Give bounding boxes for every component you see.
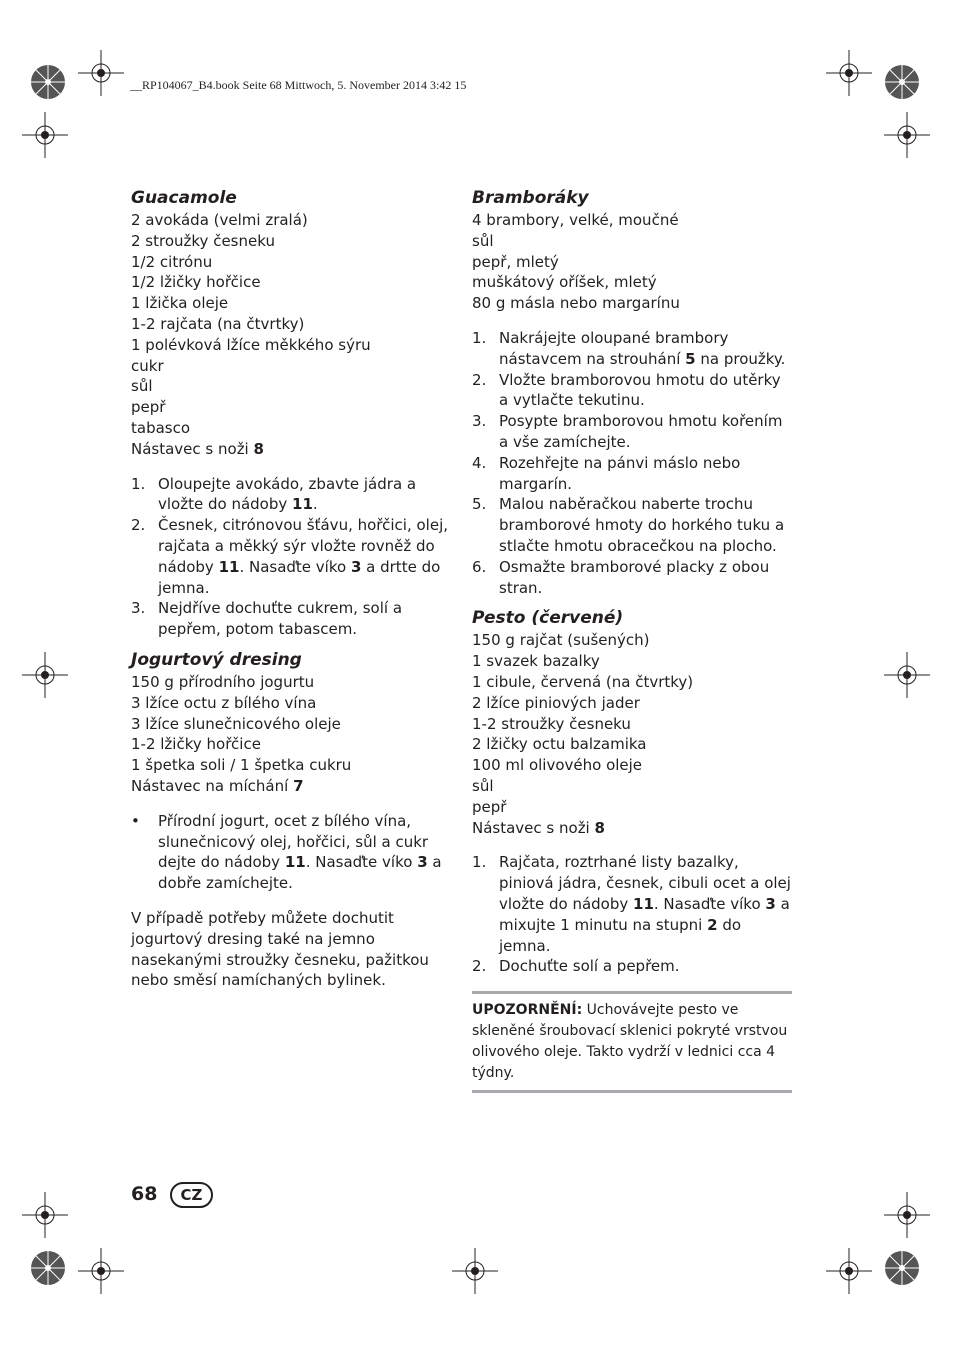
color-target-icon bbox=[30, 64, 66, 100]
registration-mark-icon bbox=[826, 1248, 872, 1294]
registration-mark-icon bbox=[78, 50, 124, 96]
step-text: Osmažte bramborové placky z obou stran. bbox=[499, 557, 770, 597]
color-target-icon bbox=[30, 1250, 66, 1286]
page-number: 68 bbox=[131, 1183, 158, 1205]
steps-bramboraky bbox=[472, 328, 794, 598]
registration-mark-icon bbox=[826, 50, 872, 96]
ingredient-item: 1/2 citrónu bbox=[131, 252, 213, 271]
step-number: 1. bbox=[131, 474, 146, 493]
step-text: Česnek, citrónovou šťávu, hořčici, olej, rajčata a měkký sýr vložte rovněž do nádoby 11. Nasaďte víko 3 a drtte do jemna. bbox=[158, 516, 449, 597]
ingredient-item: 3 lžíce slunečnicového oleje bbox=[131, 714, 341, 733]
step-number: 4. bbox=[472, 453, 487, 472]
ingredient-item: pepř bbox=[131, 398, 166, 417]
ingredient-item: 3 lžíce octu z bílého vína bbox=[131, 693, 317, 712]
ingredient-item: pepř, mletý bbox=[472, 252, 559, 271]
step-number: 6. bbox=[472, 557, 487, 576]
recipe-title-bramboraky: Bramboráky bbox=[472, 188, 589, 208]
step-text: Oloupejte avokádo, zbavte jádra a vložte do nádoby 11. bbox=[158, 474, 417, 514]
step-number: 1. bbox=[472, 853, 487, 872]
step-number: 3. bbox=[472, 412, 487, 431]
ingredient-item: 2 lžíce piniových jader bbox=[472, 693, 640, 712]
ingredient-item: tabasco bbox=[131, 418, 191, 437]
tool-line-dressing: Nástavec na míchání 7 bbox=[131, 776, 304, 795]
list-item bbox=[472, 956, 794, 977]
step-text: Dochuťte solí a pepřem. bbox=[499, 957, 680, 976]
list-item bbox=[131, 598, 451, 640]
ingredients-guacamole bbox=[131, 210, 451, 439]
ingredient-item: 2 avokáda (velmi zralá) bbox=[131, 211, 308, 229]
steps-dressing bbox=[131, 811, 451, 894]
book-header: __RP104067_B4.book Seite 68 Mittwoch, 5. November 2014 3:42 15 bbox=[130, 78, 467, 92]
color-target-icon bbox=[884, 1250, 920, 1286]
ingredients-pesto bbox=[472, 630, 794, 817]
bullet: • bbox=[131, 811, 140, 830]
right-column bbox=[472, 186, 794, 1093]
language-badge: CZ bbox=[170, 1182, 213, 1208]
steps-pesto bbox=[472, 852, 794, 977]
ingredient-item: 150 g přírodního jogurtu bbox=[131, 672, 315, 691]
warning-note bbox=[472, 991, 792, 1093]
left-column bbox=[131, 186, 451, 991]
recipe-title-guacamole: Guacamole bbox=[131, 188, 237, 208]
registration-mark-icon bbox=[884, 652, 930, 698]
ingredient-item: muškátový oříšek, mletý bbox=[472, 273, 657, 292]
ingredient-item: 150 g rajčat (sušených) bbox=[472, 631, 650, 650]
ingredient-item: sůl bbox=[472, 231, 494, 250]
list-item bbox=[472, 411, 794, 453]
ingredient-item: sůl bbox=[131, 377, 153, 396]
list-item bbox=[131, 515, 451, 598]
ingredient-item: 4 brambory, velké, moučné bbox=[472, 211, 679, 229]
step-number: 2. bbox=[131, 516, 146, 535]
ingredient-item: 100 ml olivového oleje bbox=[472, 756, 643, 775]
ingredient-item: 1-2 lžičky hořčice bbox=[131, 735, 261, 754]
ingredient-item: 1 lžička oleje bbox=[131, 294, 229, 313]
ingredient-item: sůl bbox=[472, 776, 494, 795]
ingredient-item: 1-2 rajčata (na čtvrtky) bbox=[131, 314, 305, 333]
recipe-title-pesto: Pesto (červené) bbox=[472, 608, 624, 629]
list-item bbox=[472, 852, 794, 956]
ingredient-item: 1/2 lžičky hořčice bbox=[131, 273, 261, 292]
step-text: Rozehřejte na pánvi máslo nebo margarín. bbox=[499, 453, 741, 493]
registration-mark-icon bbox=[22, 652, 68, 698]
ingredient-item: 80 g másla nebo margarínu bbox=[472, 294, 680, 313]
registration-mark-icon bbox=[78, 1248, 124, 1294]
step-number: 5. bbox=[472, 495, 487, 514]
ingredients-dressing bbox=[131, 672, 451, 776]
tool-line-pesto: Nástavec s noži 8 bbox=[472, 818, 605, 837]
step-number: 3. bbox=[131, 599, 146, 618]
dressing-tip: V případě potřeby můžete dochutit jogurtový dresing také na jemno nasekanými stroužky česneku, pažitkou nebo směsí namíchaných bylinek. bbox=[131, 908, 429, 990]
ingredient-item: cukr bbox=[131, 356, 164, 375]
ingredient-item: 2 stroužky česneku bbox=[131, 231, 275, 250]
ingredients-bramboraky bbox=[472, 210, 794, 314]
step-text: Nakrájejte oloupané brambory nástavcem na strouhání 5 na proužky. bbox=[499, 328, 786, 368]
ingredient-item: 1 svazek bazalky bbox=[472, 652, 600, 671]
registration-mark-icon bbox=[884, 112, 930, 158]
registration-mark-icon bbox=[22, 112, 68, 158]
steps-guacamole bbox=[131, 474, 451, 640]
step-number: 2. bbox=[472, 370, 487, 389]
list-item bbox=[472, 494, 794, 556]
recipe-title-dressing: Jogurtový dresing bbox=[131, 649, 302, 670]
list-item bbox=[472, 370, 794, 412]
list-item bbox=[131, 474, 451, 516]
registration-mark-icon bbox=[22, 1192, 68, 1238]
ingredient-item: 1-2 stroužky česneku bbox=[472, 714, 631, 733]
list-item bbox=[472, 328, 794, 370]
ingredient-item: pepř bbox=[472, 797, 507, 816]
step-text: Rajčata, roztrhané listy bazalky, piniová jádra, česnek, cibuli ocet a olej vložte do nádoby 11. Nasaďte víko 3 a mixujte 1 minutu na stupni 2 do jemna. bbox=[499, 853, 791, 955]
warning-label: UPOZORNĚNÍ: bbox=[472, 1002, 583, 1019]
list-item bbox=[472, 557, 794, 599]
warning-text: Uchovávejte pesto ve skleněné šroubovací sklenici pokryté vrstvou olivového oleje. Takto vydrží v lednici cca 4 týdny. bbox=[472, 1002, 788, 1082]
step-number: 2. bbox=[472, 957, 487, 976]
step-text: Přírodní jogurt, ocet z bílého vína, slunečnicový olej, hořčici, sůl a cukr dejte do nádoby 11. Nasaďte víko 3 a dobře zamíchejte. bbox=[158, 811, 442, 893]
step-text: Nejdříve dochuťte cukrem, solí a pepřem, potom tabascem. bbox=[158, 599, 403, 639]
step-text: Malou naběračkou naberte trochu bramborové hmoty do horkého tuku a stlačte hmotu obracečkou na plocho. bbox=[499, 495, 785, 555]
list-item bbox=[472, 453, 794, 495]
ingredient-item: 1 špetka soli / 1 špetka cukru bbox=[131, 756, 352, 775]
list-item bbox=[131, 811, 451, 894]
registration-mark-icon bbox=[884, 1192, 930, 1238]
ingredient-item: 2 lžičky octu balzamika bbox=[472, 735, 647, 754]
step-text: Vložte bramborovou hmotu do utěrky a vytlačte tekutinu. bbox=[499, 370, 781, 410]
color-target-icon bbox=[884, 64, 920, 100]
tool-line-guacamole: Nástavec s noži 8 bbox=[131, 439, 264, 458]
step-text: Posypte bramborovou hmotu kořením a vše zamíchejte. bbox=[499, 412, 783, 451]
ingredient-item: 1 polévková lžíce měkkého sýru bbox=[131, 335, 371, 354]
registration-mark-icon bbox=[452, 1248, 498, 1294]
step-number: 1. bbox=[472, 328, 487, 347]
ingredient-item: 1 cibule, červená (na čtvrtky) bbox=[472, 672, 694, 691]
